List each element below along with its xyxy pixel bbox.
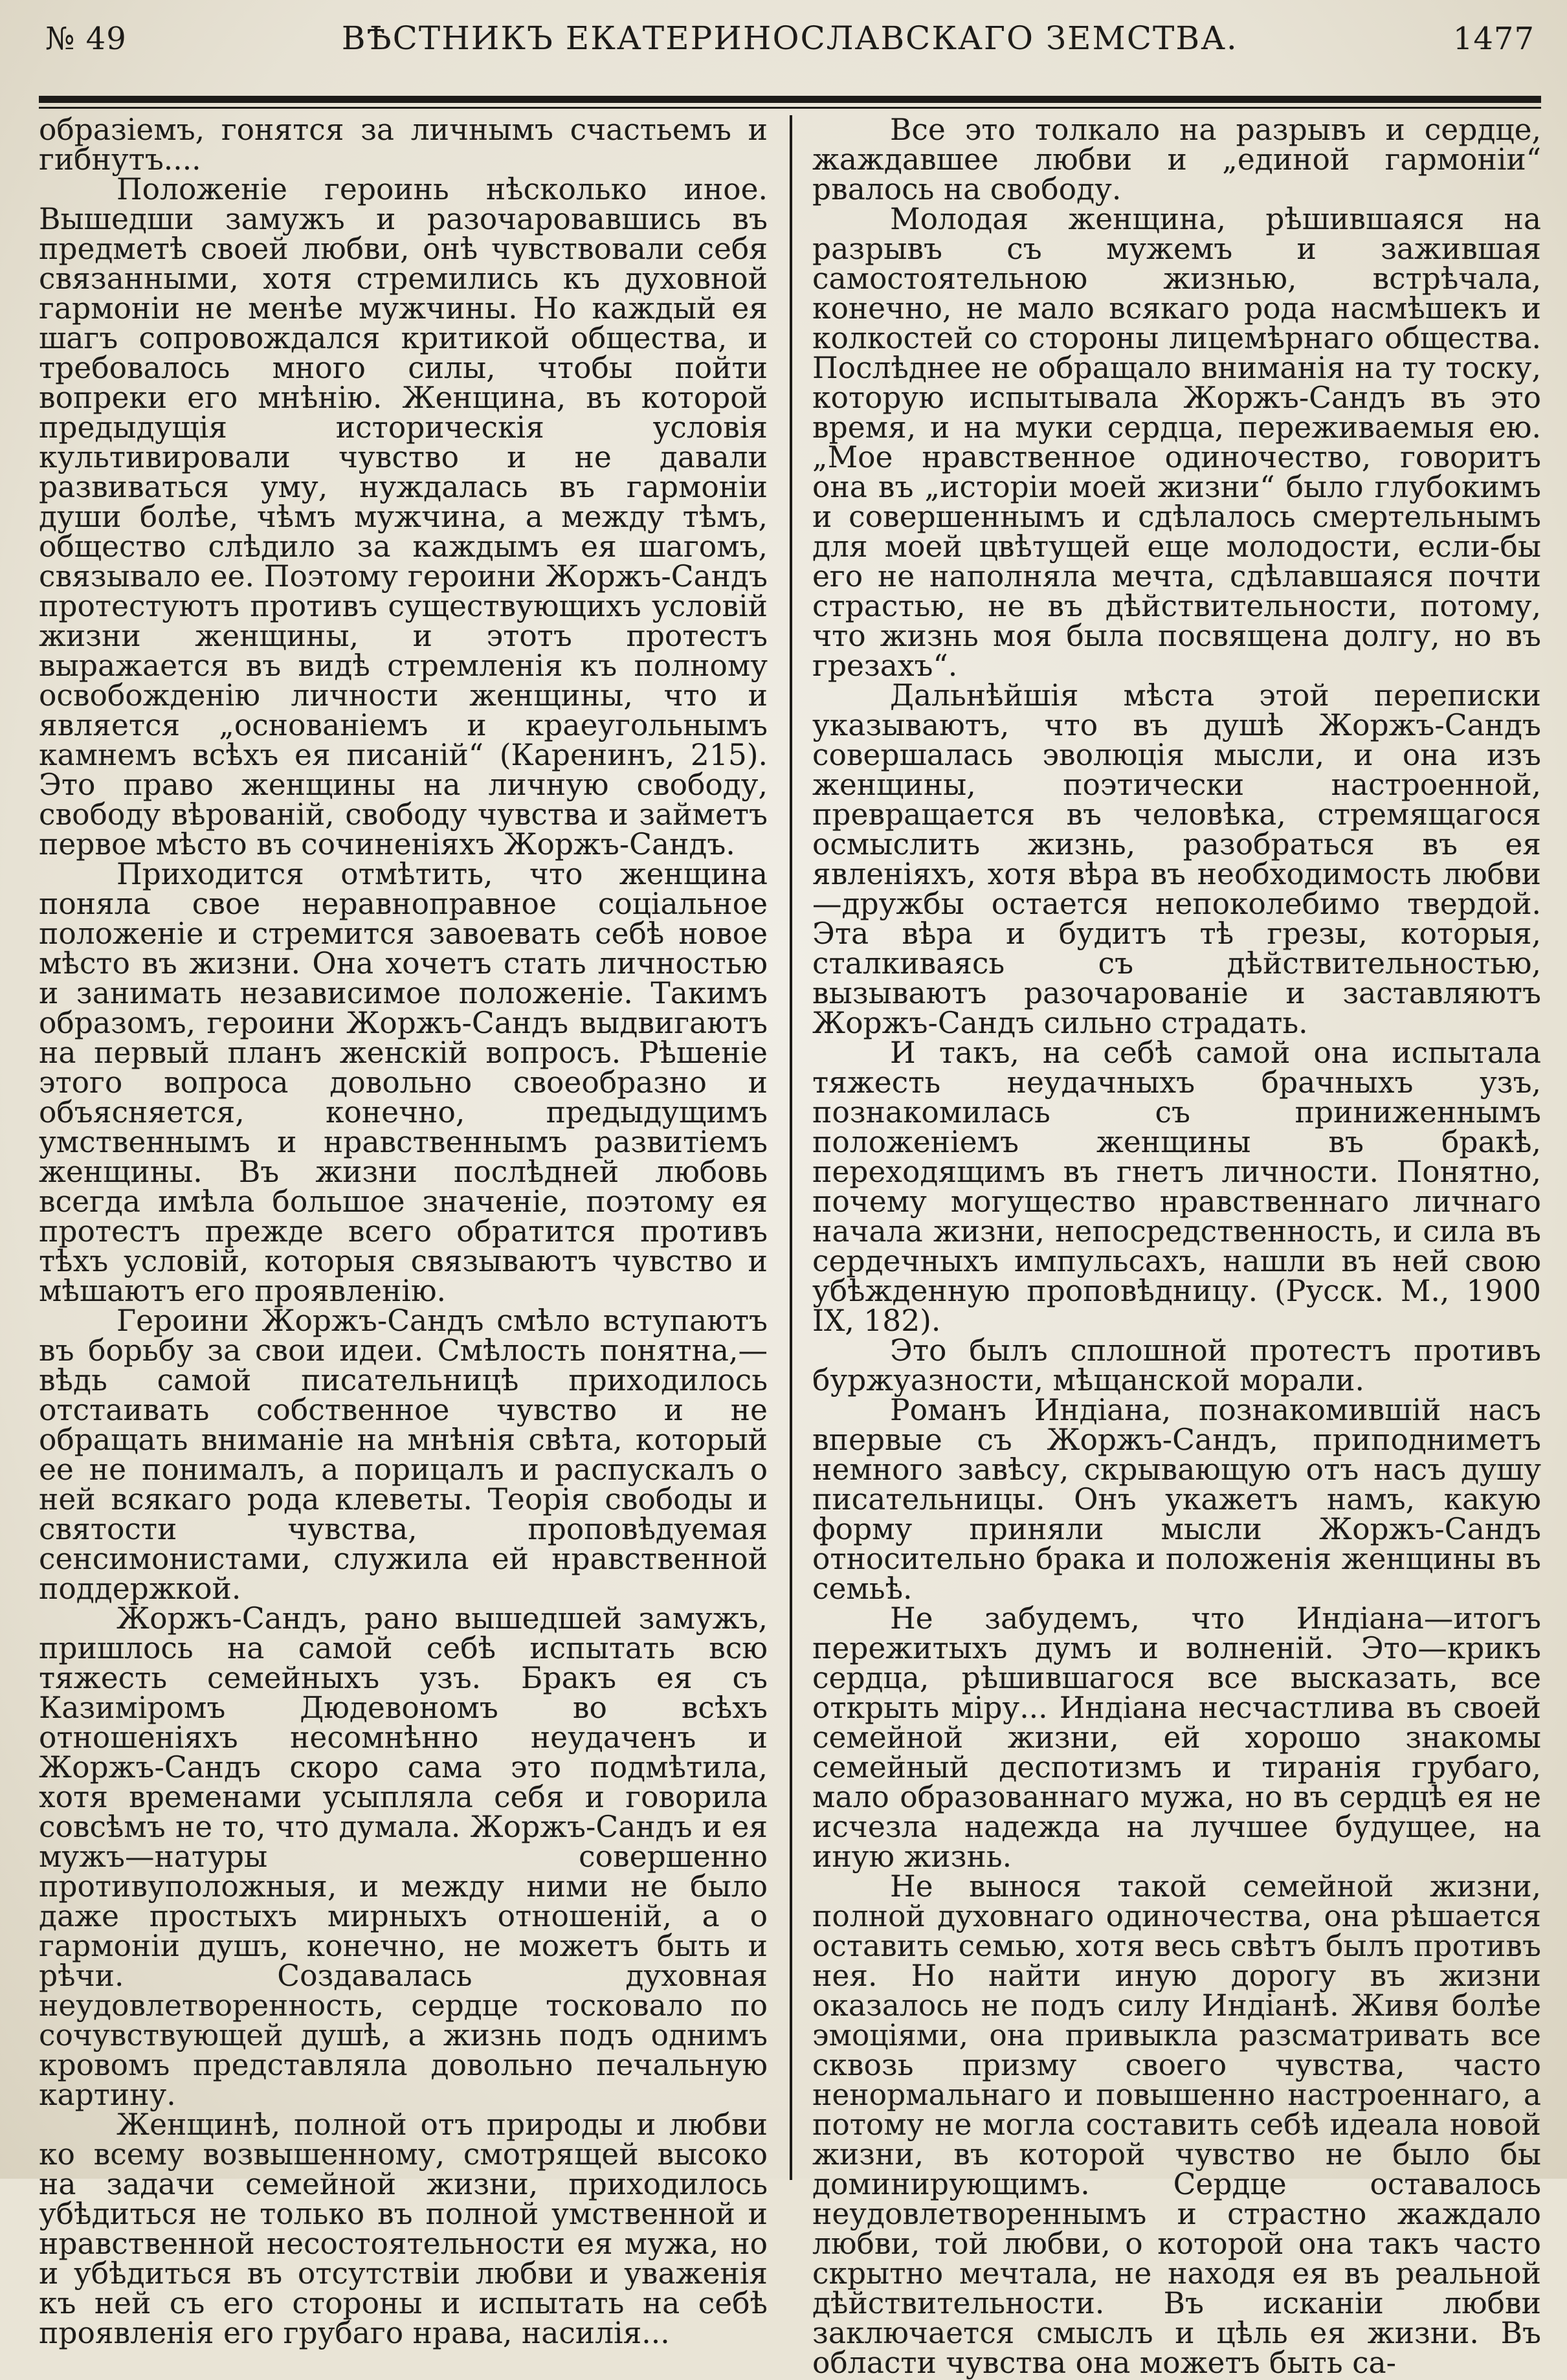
paragraph: Это былъ сплошной протестъ противъ буржуазности, мѣщанской морали. — [812, 1333, 1541, 1397]
text-columns — [39, 115, 1541, 2378]
paragraph: Жоржъ-Сандъ, рано вышедшей замужъ, пришлось на самой себѣ испытать всю тяжесть семейныхъ узъ. Бракъ ея съ Казиміромъ Дюдевономъ во всѣхъ отношеніяхъ несомнѣнно неудаченъ и Жоржъ-Сандъ скоро сама это подмѣтила, хотя временами усыпляла себя и говорила совсѣмъ не то, что думала. Жоржъ-Сандъ и ея мужъ—натуры совершенно противуположныя, и между ними не было даже простыхъ мирныхъ отношеній, а о гармоніи душъ, конечно, не можетъ быть и рѣчи. Создавалась духовная неудовлетворенность, сердце тосковало по сочувствующей душѣ, а жизнь подъ однимъ кровомъ представляла довольно печальную картину. — [39, 1601, 768, 2112]
paragraph: Не забудемъ, что Индіана—итогъ пережитыхъ думъ и волненій. Это—крикъ сердца, рѣшившагося все высказать, все открыть міру... Индіана несчастлива въ своей семейной жизни, ей хорошо знакомы семейный деспотизмъ и тиранія грубаго, мало образованнаго мужа, но въ сердцѣ ея не исчезла надежда на лучшее будущее, на иную жизнь. — [812, 1601, 1541, 1874]
paragraph: Романъ Индіана, познакомившій насъ впервые съ Жоржъ-Сандъ, приподниметъ немного завѣсу, скрывающую отъ насъ душу писательницы. Онъ укажетъ намъ, какую форму приняли мысли Жоржъ-Сандъ относительно брака и положенія женщины въ семьѣ. — [812, 1393, 1541, 1606]
page-header — [39, 19, 1541, 65]
issue-number: № 49 — [45, 21, 127, 57]
page-number: 1477 — [1452, 21, 1535, 57]
paragraph: Дальнѣйшія мѣста этой переписки указываютъ, что въ душѣ Жоржъ-Сандъ совершалась эволюція мысли, и она изъ женщины, поэтически настроенной, превращается въ человѣка, стремящагося осмыслить жизнь, разобраться въ ея явленіяхъ, хотя вѣра въ необходимость любви—дружбы остается непоколебимо твердой. Эта вѣра и будитъ тѣ грезы, которыя, сталкиваясь съ дѣйствительностью, вызываютъ разочарованіе и заставляютъ Жоржъ-Сандъ сильно страдать. — [812, 678, 1541, 1040]
header-rule-thin — [39, 107, 1541, 109]
right-column — [803, 115, 1541, 2378]
left-column — [39, 115, 777, 2378]
paragraph: Все это толкало на разрывъ и сердце, жаждавшее любви и „единой гармоніи“ рвалось на свободу. — [812, 113, 1541, 206]
paragraph: образіемъ, гонятся за личнымъ счастьемъ и гибнутъ.... — [39, 113, 768, 177]
header-rule-thick — [39, 96, 1541, 103]
paragraph: Молодая женщина, рѣшившаяся на разрывъ съ мужемъ и зажившая самостоятельною жизнью, встрѣчала, конечно, не мало всякаго рода насмѣшекъ и колкостей со стороны лицемѣрнаго общества. Послѣднее не обращало вниманія на ту тоску, которую испытывала Жоржъ-Сандъ въ это время, и на муки сердца, переживаемыя ею. „Мое нравственное одиночество, говоритъ она въ „исторіи моей жизни“ было глубокимъ и совершеннымъ и сдѣлалось смертельнымъ для моей цвѣтущей еще молодости, если-бы его не наполняла мечта, сдѣлавшаяся почти страстью, не въ дѣйствительности, потому, что жизнь моя была посвящена долгу, но въ грезахъ“. — [812, 202, 1541, 683]
paragraph: Героини Жоржъ-Сандъ смѣло вступаютъ въ борьбу за свои идеи. Смѣлость понятна,—вѣдь самой писательницѣ приходилось отстаивать собственное чувство и не обращать вниманіе на мнѣнія свѣта, который ее не понималъ, а порицалъ и распускалъ о ней всякаго рода клеветы. Теорія свободы и святости чувства, проповѣдуемая сенсимонистами, служила ей нравственной поддержкой. — [39, 1304, 768, 1606]
paragraph: Женщинѣ, полной отъ природы и любви ко всему возвышенному, смотрящей высоко на задачи семейной жизни, приходилось убѣдиться не только въ полной умственной и нравственной несостоятельности ея мужа, но и убѣдиться въ отсутствіи любви и уваженія къ ней съ его стороны и испытать на себѣ проявленія его грубаго нрава, насилія... — [39, 2108, 768, 2350]
journal-title: ВѢСТНИКЪ ЕКАТЕРИНОСЛАВСКАГО ЗЕМСТВА. — [341, 19, 1238, 57]
paragraph: Приходится отмѣтить, что женщина поняла свое неравноправное соціальное положеніе и стремится завоевать себѣ новое мѣсто въ жизни. Она хочетъ стать личностью и занимать независимое положеніе. Такимъ образомъ, героини Жоржъ-Сандъ выдвигаютъ на первый планъ женскій вопросъ. Рѣшеніе этого вопроса довольно своеобразно и объясняется, конечно, предыдущимъ умственнымъ и нравственнымъ развитіемъ женщины. Въ жизни послѣдней любовь всегда имѣла большое значеніе, поэтому ея протестъ прежде всего обратится противъ тѣхъ условій, которыя связываютъ чувство и мѣшаютъ его проявленію. — [39, 857, 768, 1308]
column-divider — [790, 115, 792, 2180]
paragraph: Не вынося такой семейной жизни, полной духовнаго одиночества, она рѣшается оставить семью, хотя весь свѣтъ былъ противъ нея. Но найти иную дорогу въ жизни оказалось не подъ силу Индіанѣ. Живя болѣе эмоціями, она привыкла разсматривать все сквозь призму своего чувства, часто ненормальнаго и повышенно настроеннаго, а потому не могла составить себѣ идеала новой жизни, въ которой чувство не было бы доминирующимъ. Сердце оставалось неудовлетвореннымъ и страстно жаждало любви, той любви, о которой она такъ часто скрытно мечтала, не находя ея въ реальной дѣйствительности. Въ исканіи любви заключается смыслъ и цѣль ея жизни. Въ области чувства она можетъ быть са- — [812, 1869, 1541, 2380]
paragraph: И такъ, на себѣ самой она испытала тяжесть неудачныхъ брачныхъ узъ, познакомилась съ приниженнымъ положеніемъ женщины въ бракѣ, переходящимъ въ гнетъ личности. Понятно, почему могущество нравственнаго личнаго начала жизни, непосредственность, и сила въ сердечныхъ импульсахъ, нашли въ ней свою убѣжденную проповѣдницу. (Русск. М., 1900 IX, 182). — [812, 1036, 1541, 1338]
paragraph: Положеніе героинь нѣсколько иное. Вышедши замужъ и разочаровавшись въ предметѣ своей любви, онѣ чувствовали себя связанными, хотя стремились къ духовной гармоніи не менѣе мужчины. Но каждый ея шагъ сопровождался критикой общества, и требовалось много силы, чтобы пойти вопреки его мнѣнію. Женщина, въ которой предыдущія историческія условія культивировали чувство и не давали развиваться уму, нуждалась въ гармоніи души болѣе, чѣмъ мужчина, а между тѣмъ, общество слѣдило за каждымъ ея шагомъ, связывало ее. Поэтому героини Жоржъ-Сандъ протестуютъ противъ существующихъ условій жизни женщины, и этотъ протестъ выражается въ видѣ стремленія къ полному освобожденію личности женщины, что и является „основаніемъ и краеугольнымъ камнемъ всѣхъ ея писаній“ (Каренинъ, 215). Это право женщины на личную свободу, свободу вѣрованій, свободу чувства и займетъ первое мѣсто въ сочиненіяхъ Жоржъ-Сандъ. — [39, 172, 768, 862]
